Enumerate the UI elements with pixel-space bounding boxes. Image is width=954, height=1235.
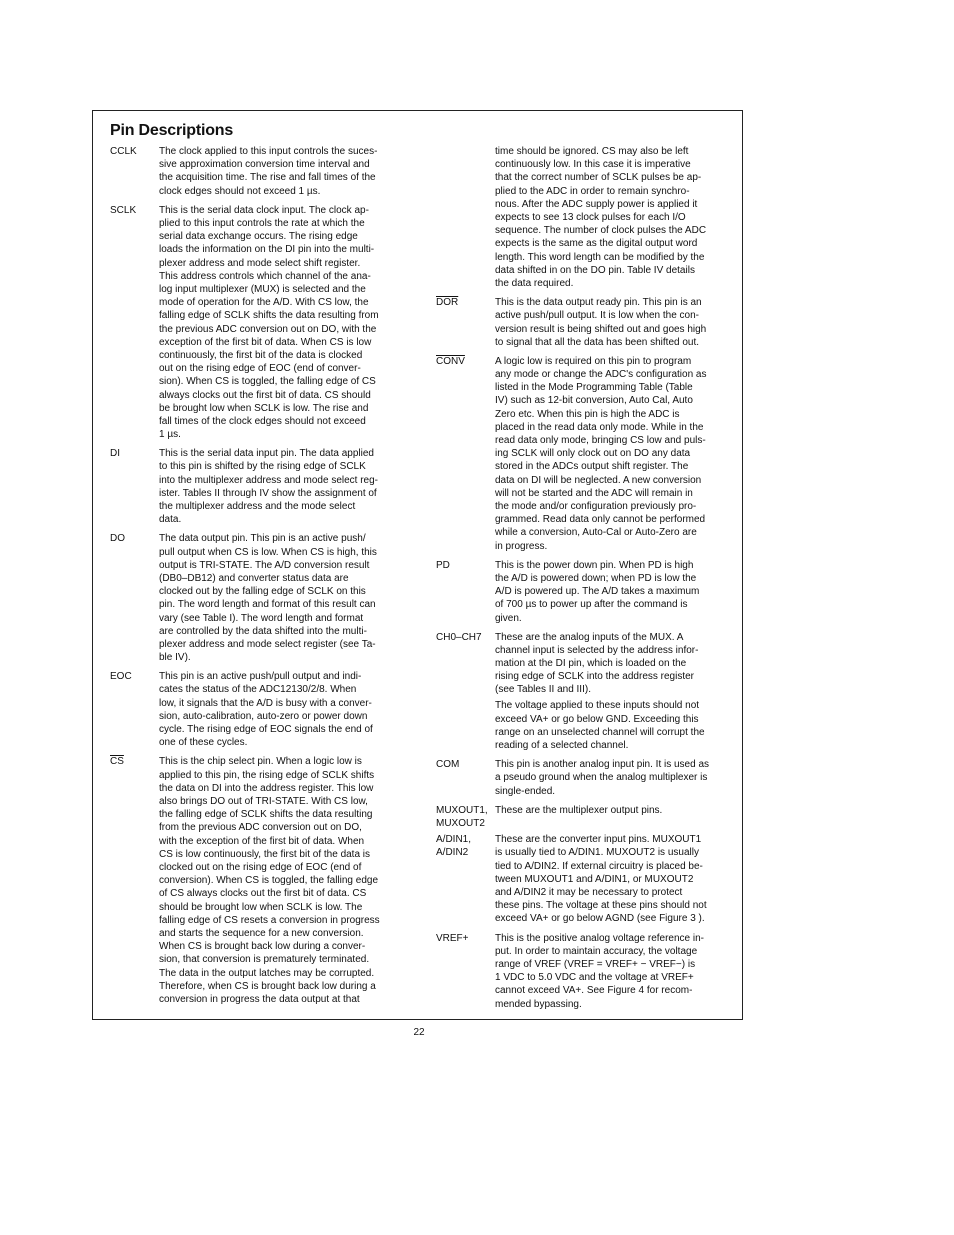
left-column: [110, 145, 400, 1012]
pin-entry: [436, 145, 726, 293]
pin-description-paragraph: The clock applied to this input controls the suces- sive approximation conversion time interval and the acquisition time. The rise and fall times of the clock edges should not exceed 1 µs.: [159, 146, 378, 197]
pin-entry: [436, 355, 726, 556]
pin-name: DO: [110, 533, 125, 545]
pin-description-paragraph: The voltage applied to these inputs should not exceed VA+ or go below GND. Exceeding this range on an unselected channel will corrupt the reading of a selected channel.: [495, 700, 705, 752]
pin-name: $\overline{CS}$: [110, 756, 124, 768]
pin-description: [159, 204, 400, 444]
pin-name: MUXOUT1, MUXOUT2: [436, 804, 488, 829]
pin-name: CH0–CH7: [436, 631, 482, 643]
pin-name: A/DIN1, A/DIN2: [436, 834, 472, 859]
pin-description: [495, 631, 726, 755]
pin-description: [495, 296, 726, 352]
pin-description-paragraph: This is the positive analog voltage reference in- put. In order to maintain accuracy, the voltage range of VREF (VREF = VREF+ − VREF−) is 1 VDC to 5.0 VDC and the voltage at VREF+ cannot exceed VA+. See Figure 4 for recom- mended bypassing.: [495, 932, 705, 1010]
pin-description-paragraph: These are the converter input pins. MUXOUT1 is usually tied to A/DIN1. MUXOUT2 is usually tied to A/DIN2. If external circuitry is placed be- tween MUXOUT1 and A/DIN1, or MUXOUT2 and A/DIN2 it may be necessary to protect these pins. The voltage at these pins should not exceed VA+ or go below AGND (see Figure 3 ).: [495, 834, 707, 925]
right-column: [436, 145, 726, 1017]
pin-description: [495, 804, 726, 830]
pin-entry: [110, 532, 400, 667]
pin-description: [495, 355, 726, 556]
pin-description-paragraph: This is the data output ready pin. This pin is an active push/pull output. It is low when the con- version result is being shifted out and goes high to signal that all the data has been shifted out.: [495, 297, 707, 348]
pin-entry: [436, 559, 726, 628]
pin-name: $\overline{DOR}$: [436, 297, 459, 309]
pin-entry: [436, 631, 726, 755]
pin-description: [495, 932, 726, 1014]
pin-description: [159, 670, 400, 752]
pin-name: SCLK: [110, 204, 137, 216]
pin-name: PD: [436, 559, 450, 571]
pin-entry: [436, 833, 726, 928]
pin-entry: [110, 145, 400, 201]
pin-name: COM: [436, 759, 460, 771]
pin-name: DI: [110, 448, 120, 460]
pin-name: EOC: [110, 671, 132, 683]
pin-entry: [436, 804, 726, 830]
pin-entry: [110, 447, 400, 529]
pin-description-paragraph: The data output pin. This pin is an active push/ pull output when CS is low. When CS is high, this output is TRI-STATE. The A/D conversion result (DB0–DB12) and converter status data are clocked out by the falling edge of SCLK on this pin. The word length and format of this result can vary (see Table I). The word length and format are controlled by the data shifted into the multi- plexer address and mode select register (see Ta- ble IV).: [159, 533, 377, 664]
pin-description: [159, 755, 400, 1009]
pin-name: CONV: [436, 355, 465, 367]
pin-description: [495, 758, 726, 800]
pin-description-paragraph: These are the multiplexer output pins.: [495, 804, 663, 816]
pin-name: CCLK: [110, 146, 137, 157]
page-number: 22: [413, 1027, 425, 1038]
pin-description-paragraph: This pin is another analog input pin. It is used as a pseudo ground when the analog multiplexer is single-ended.: [495, 759, 710, 797]
pin-description: [159, 447, 400, 529]
pin-description-paragraph: This is the serial data input pin. The data applied to this pin is shifted by the rising edge of SCLK into the multiplexer address and mode select reg- ister. Tables II through IV show the assignment of the multiplexer address and the mode select data.: [159, 448, 379, 526]
pin-entry: [436, 758, 726, 800]
pin-entry: [110, 204, 400, 444]
pin-description: [159, 532, 400, 667]
pin-description-paragraph: A logic low is required on this pin to program any mode or change the ADC's configuration as listed in the Mode Programming Table (Table IV) such as 12-bit conversion, Auto Cal, Auto Zero etc. When this pin is high the ADC is placed in the read data only mode. While in the read data only mode, bringing CS low and puls- ing SCLK will only clock out on DO any data stored in the ADCs output shift register. The data on DI will be neglected. A new conversion will not be started and the ADC will remain in the mode and/or configuration previously pro- grammed. Read data only cannot be performed while a conversion, Auto-Cal or Auto-Zero are in progress.: [495, 355, 707, 552]
pin-description-paragraph: This is the power down pin. When PD is high the A/D is powered down; when PD is low the A/D is powered up. The A/D takes a maximum of 700 µs to power up after the command is given.: [495, 559, 700, 624]
pin-name: VREF+: [436, 932, 469, 944]
pin-description-paragraph: This is the serial data clock input. The clock ap- plied to this input controls the rate at which the serial data exchange occurs. The rising edge loads the information on the DI pin into the multi- plexer address and mode select shift register. This address controls which channel of the ana- log input multiplexer (MUX) is selected and the mode of operation for the A/D. With CS low, the falling edge of SCLK shifts the data resulting from the previous ADC conversion out on DO, with the exception of the first bit of data. When CS is low continuously, the first bit of the data is clocked out on the rising edge of EOC (end of conver- sion). When CS is toggled, the falling edge of CS always clocks out the first bit of data. CS should be brought low when SCLK is low. The rise and fall times of the clock edges should not exceed 1 µs.: [159, 204, 379, 441]
pin-name: [436, 145, 495, 293]
pin-description: [495, 559, 726, 628]
pin-description: [495, 145, 726, 293]
pin-description-paragraph: time should be ignored. CS may also be left continuously low. In this case it is imperative that the correct number of SCLK pulses be ap- plied to the ADC in order to remain synchro- nous. After the ADC supply power is applied it expects to see 13 clock pulses for each I/O sequence. The number of clock pulses the ADC expects is the same as the digital output word length. This word length can be modified by the data shifted in on the DO pin. Table IV details the data required.: [495, 146, 707, 290]
pin-description: [159, 145, 400, 201]
pin-description-paragraph: These are the analog inputs of the MUX. A channel input is selected by the address infor- mation at the DI pin, which is loaded on the rising edge of SCLK into the address register (see Tables II and III).: [495, 631, 699, 696]
section-title: Pin Descriptions: [110, 122, 234, 139]
pin-entry: [110, 755, 400, 1009]
pin-description-paragraph: This pin is an active push/pull output and indi- cates the status of the ADC12130/2/8. When low, it signals that the A/D is busy with a conver- sion, auto-calibration, auto-zero or power down cycle. The rising edge of EOC signals the end of one of these cycles.: [159, 671, 373, 749]
pin-description-paragraph: This is the chip select pin. When a logic low is applied to this pin, the rising edge of SCLK shifts the data on DI into the address register. This low also brings DO out of TRI-STATE. With CS low, the falling edge of SCLK shifts the data resulting from the previous ADC conversion out on DO, with the exception of the first bit of data. When CS is low continuously, the first bit of the data is clocked out on the rising edge of EOC (end of conversion). When CS is toggled, the falling edge of CS always clocks out the first bit of data. CS should be brought low when SCLK is low. The falling edge of CS resets a conversion in progress and starts the sequence for a new conversion. When CS is brought back low during a conver- sion, that conversion is prematurely terminated. The data in the output latches may be corrupted. Therefore, when CS is brought back low during a conversion in progress the data output at that: [159, 756, 380, 1006]
pin-description: [495, 833, 726, 928]
pin-entry: [110, 670, 400, 752]
pin-entry: [436, 932, 726, 1014]
pin-entry: [436, 296, 726, 352]
